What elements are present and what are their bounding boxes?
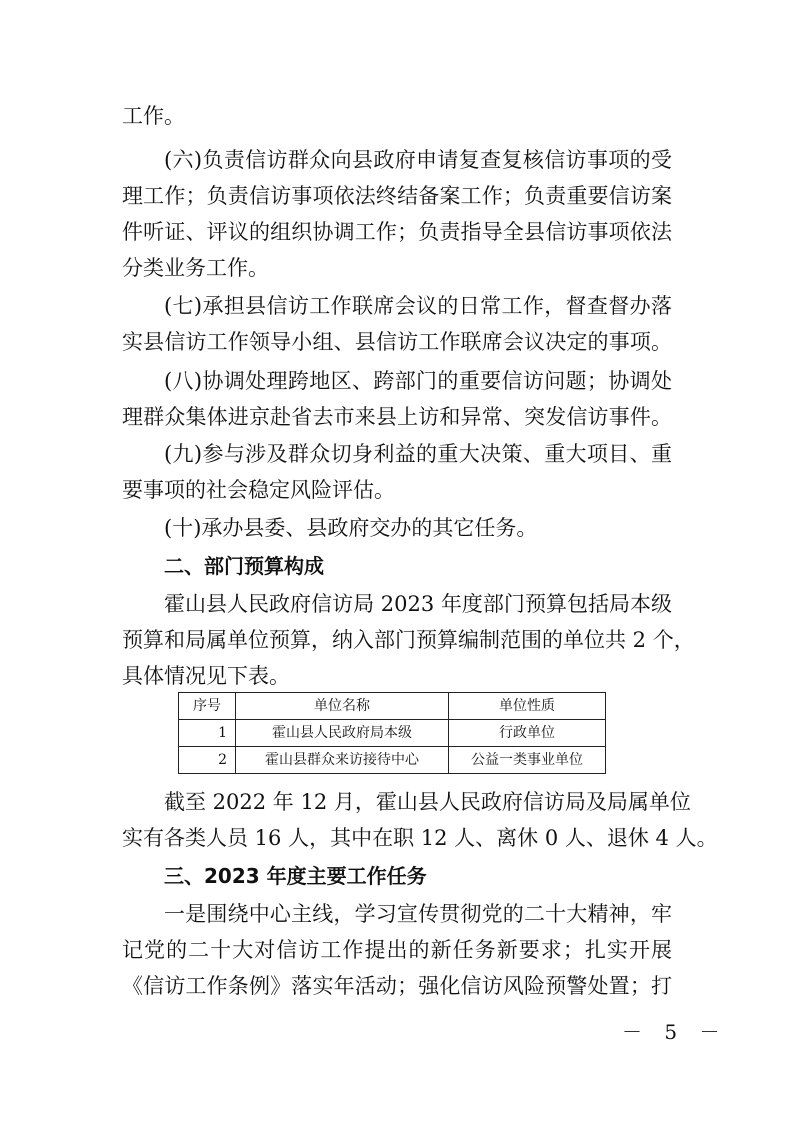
text-line: (八)协调处理跨地区、跨部门的重要信访问题；协调处 <box>164 369 672 393</box>
table-cell: 公益一类事业单位 <box>449 747 606 774</box>
header-cell: 单位性质 <box>449 693 606 720</box>
table-cell: 霍山县群众来访接待中心 <box>236 747 449 774</box>
text-line: 分类业务工作。 <box>122 256 269 280</box>
table-row <box>179 720 606 747</box>
text-line: (六)负责信访群众向县政府申请复查复核信访事项的受 <box>164 148 672 172</box>
table-cell: 行政单位 <box>449 720 606 747</box>
text-line: 《信访工作条例》落实年活动；强化信访风险预警处置；打 <box>122 974 672 998</box>
page-number: － 5 － <box>622 1020 728 1044</box>
table-cell: 1 <box>179 720 236 747</box>
table-cell: 霍山县人民政府局本级 <box>236 720 449 747</box>
text-line: 件听证、评议的组织协调工作；负责指导全县信访事项依法 <box>122 220 672 244</box>
table-cell: 2 <box>179 747 236 774</box>
section-heading: 三、2023 年度主要工作任务 <box>164 864 427 888</box>
text-line: 截至 2022 年 12 月，霍山县人民政府信访局及局属单位 <box>164 790 691 814</box>
text-line: 要事项的社会稳定风险评估。 <box>122 478 395 502</box>
table-row <box>179 747 606 774</box>
text-line: (十)承办县委、县政府交办的其它任务。 <box>164 516 538 540</box>
text-line: (七)承担县信访工作联席会议的日常工作，督查督办落 <box>164 294 672 318</box>
units-table <box>178 692 606 774</box>
text-line: 记党的二十大对信访工作提出的新任务新要求；扎实开展 <box>122 938 672 962</box>
header-cell: 单位名称 <box>236 693 449 720</box>
text-line: 预算和局属单位预算，纳入部门预算编制范围的单位共 2 个， <box>122 628 695 652</box>
table-header-row <box>179 693 606 720</box>
section-heading: 二、部门预算构成 <box>164 554 324 578</box>
text-line: 实有各类人员 16 人，其中在职 12 人、离休 0 人、退休 4 人。 <box>122 826 718 850</box>
text-line: 工作。 <box>122 104 185 128</box>
text-line: 理工作；负责信访事项依法终结备案工作；负责重要信访案 <box>122 184 672 208</box>
text-line: 霍山县人民政府信访局 2023 年度部门预算包括局本级 <box>164 592 672 616</box>
text-line: 实县信访工作领导小组、县信访工作联席会议决定的事项。 <box>122 330 672 354</box>
text-line: (九)参与涉及群众切身利益的重大决策、重大项目、重 <box>164 442 672 466</box>
text-line: 一是围绕中心主线，学习宣传贯彻党的二十大精神，牢 <box>164 902 672 926</box>
text-line: 具体情况见下表。 <box>122 664 290 688</box>
header-cell: 序号 <box>179 693 236 720</box>
text-line: 理群众集体进京赴省去市来县上访和异常、突发信访事件。 <box>122 405 672 429</box>
